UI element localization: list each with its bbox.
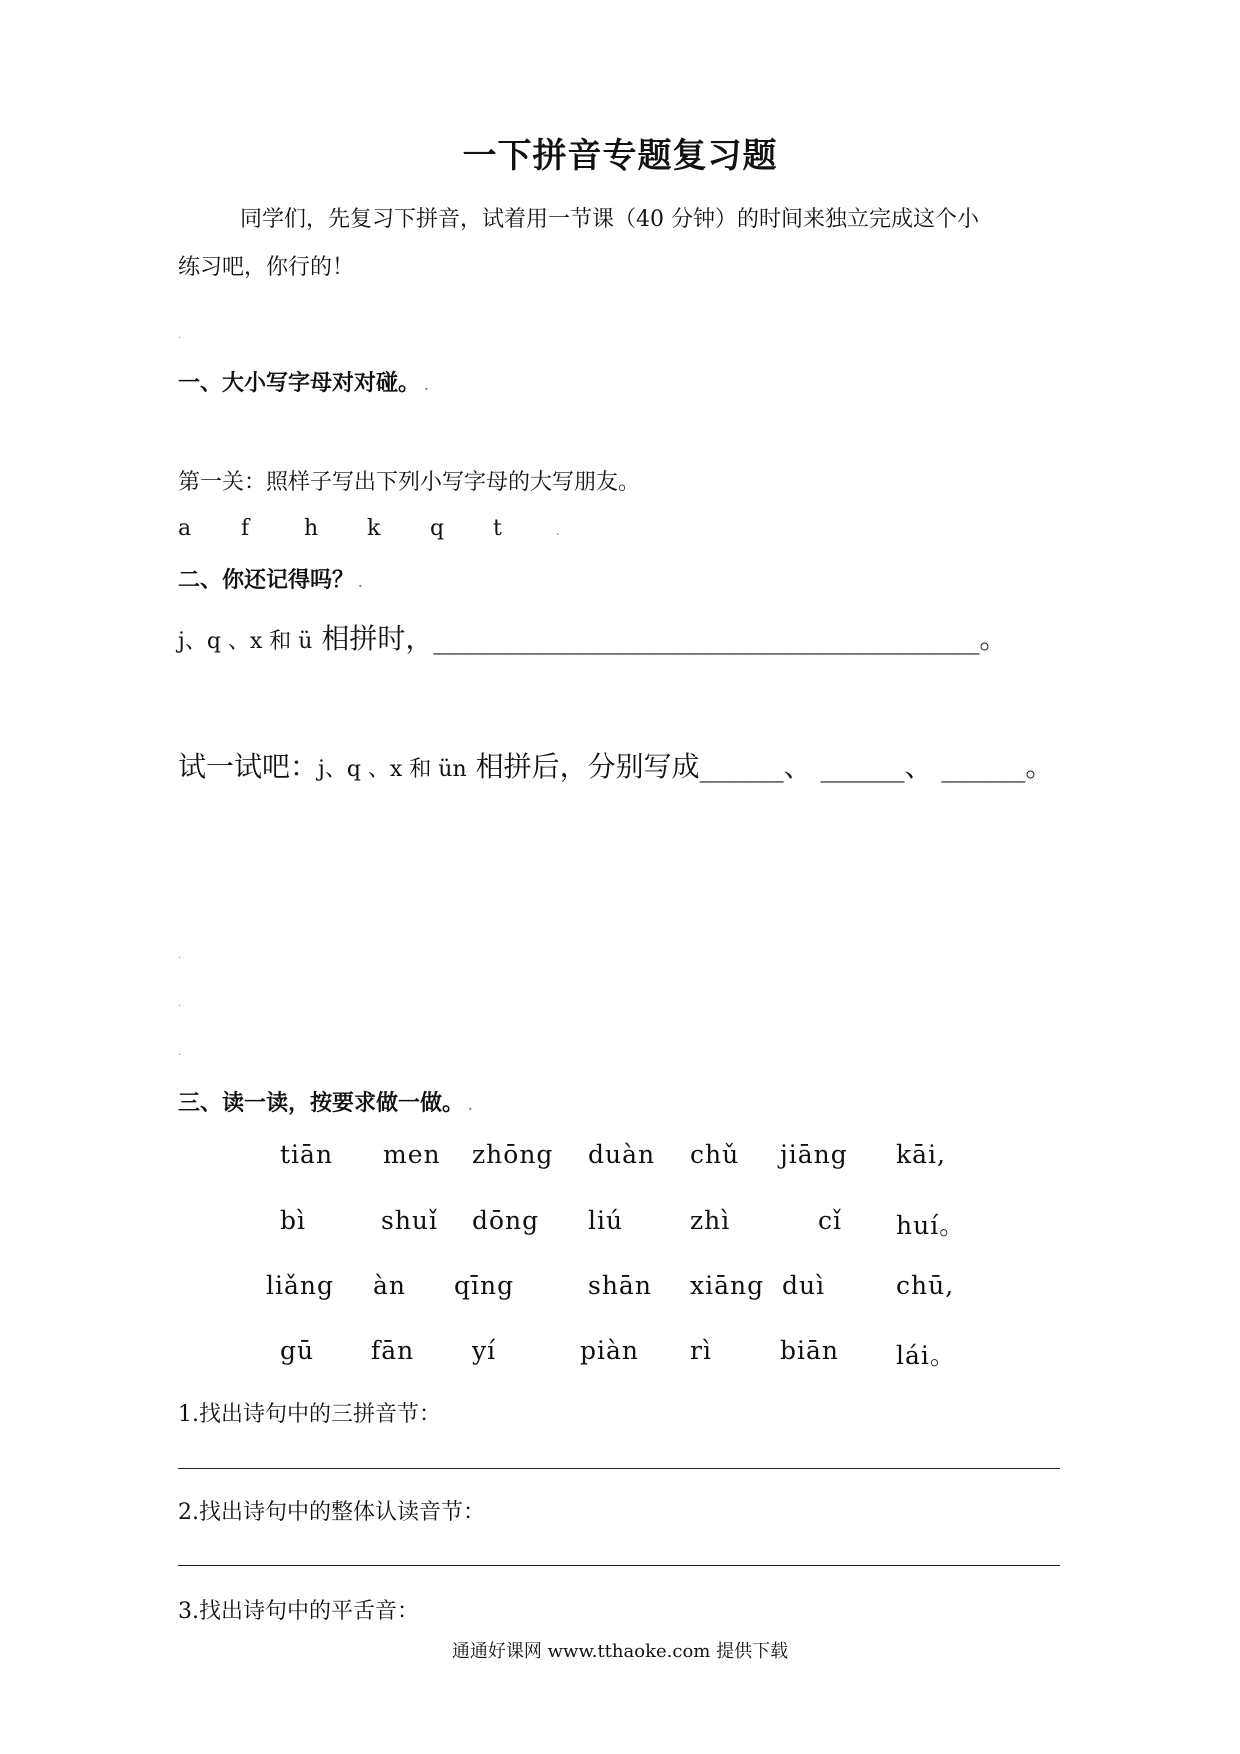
section1-task: 第一关：照样子写出下列小写字母的大写朋友。 xyxy=(178,470,641,495)
intro-line-2: 练习吧，你行的！ xyxy=(178,255,355,280)
pinyin-syllable: àn xyxy=(373,1271,407,1300)
section3-heading-text: 三、读一读，按要求做一做。 xyxy=(178,1090,465,1116)
pinyin-syllable: qīng xyxy=(454,1271,515,1300)
pinyin-syllable: huí。 xyxy=(896,1211,966,1240)
section2-heading xyxy=(178,563,362,594)
pinyin-syllable: bì xyxy=(280,1206,306,1235)
pinyin-syllable: duì xyxy=(782,1271,826,1300)
page-title: 一下拼音专题复习题 xyxy=(462,136,778,176)
section3-heading xyxy=(178,1086,472,1117)
q2-separator-2: 、 xyxy=(904,750,933,783)
letter-h: h xyxy=(304,516,319,541)
section2-heading-text: 二、你还记得吗？ xyxy=(178,567,355,593)
intro-line-1: 同学们，先复习下拼音，试着用一节课（40 分钟）的时间来独立完成这个小 xyxy=(240,207,979,232)
pinyin-syllable: cǐ xyxy=(818,1206,842,1235)
pinyin-syllable: xiāng xyxy=(690,1271,765,1300)
pinyin-syllable: shuǐ xyxy=(381,1206,439,1235)
pinyin-syllable: lái。 xyxy=(896,1341,956,1370)
poem-line-3 xyxy=(0,1271,1240,1311)
q2-blank-3[interactable]: ______ xyxy=(941,750,1026,783)
stray-mark: . xyxy=(178,950,182,961)
pinyin-syllable: kāi, xyxy=(896,1140,946,1169)
letter-a: a xyxy=(178,516,192,541)
stray-mark: . xyxy=(464,1099,473,1113)
pinyin-syllable: men xyxy=(383,1140,441,1169)
answer-line-1[interactable] xyxy=(178,1468,1060,1469)
stray-mark: . xyxy=(178,1047,182,1058)
stray-mark: . xyxy=(178,998,182,1009)
q2-prefix: 试一试吧： xyxy=(178,750,319,783)
question-1: 1.找出诗句中的三拼音节： xyxy=(178,1402,441,1427)
poem-line-4 xyxy=(0,1336,1240,1376)
section1-heading xyxy=(178,366,428,397)
q2-end: 。 xyxy=(1025,750,1054,783)
intro-paragraph xyxy=(178,196,1078,292)
poem-line-2 xyxy=(0,1206,1240,1246)
letter-f: f xyxy=(241,516,250,541)
stray-mark: . xyxy=(178,330,182,341)
pinyin-syllable: shān xyxy=(588,1271,652,1300)
pinyin-syllable: fān xyxy=(371,1336,415,1365)
q1-blank[interactable]: _______________________________________ xyxy=(433,622,980,655)
pinyin-syllable: tiān xyxy=(280,1140,334,1169)
pinyin-syllable: jiāng xyxy=(780,1140,848,1169)
lowercase-letters xyxy=(178,516,619,541)
pinyin-syllable: zhì xyxy=(690,1206,731,1235)
question-2: 2.找出诗句中的整体认读音节： xyxy=(178,1500,485,1525)
question-3: 3.找出诗句中的平舌音： xyxy=(178,1599,419,1624)
letter-t: t xyxy=(493,516,502,541)
footer: 通通好课网 www.tthaoke.com 提供下载 xyxy=(451,1641,789,1662)
pinyin-syllable: chǔ xyxy=(690,1140,740,1169)
pinyin-syllable: liú xyxy=(588,1206,624,1235)
q2-middle: 相拼后，分别写成 xyxy=(475,750,700,783)
q2-blank-1[interactable]: ______ xyxy=(699,750,784,783)
q2-blank-2[interactable]: ______ xyxy=(820,750,905,783)
pinyin-syllable: duàn xyxy=(588,1140,656,1169)
pinyin-syllable: gū xyxy=(280,1336,315,1365)
q2-separator-1: 、 xyxy=(783,750,812,783)
q1-end: 。 xyxy=(979,622,1008,655)
letter-q: q xyxy=(430,516,445,541)
q1-letters: j、q 、x 和 ü xyxy=(178,629,313,654)
letter-k: k xyxy=(367,516,381,541)
pinyin-syllable: biān xyxy=(780,1336,840,1365)
section2-question-1 xyxy=(178,617,1007,657)
q2-letters: j、q 、x 和 ün xyxy=(318,757,467,782)
pinyin-syllable: dōng xyxy=(472,1206,540,1235)
pinyin-syllable: rì xyxy=(690,1336,712,1365)
stray-mark: . xyxy=(354,576,363,590)
stray-mark: . xyxy=(556,524,560,538)
q1-text: 相拼时， xyxy=(321,622,434,655)
pinyin-syllable: piàn xyxy=(580,1336,640,1365)
answer-line-2[interactable] xyxy=(178,1565,1060,1566)
pinyin-syllable: yí xyxy=(472,1336,497,1365)
pinyin-syllable: liǎng xyxy=(266,1271,335,1300)
pinyin-syllable: chū, xyxy=(896,1271,955,1300)
poem-line-1 xyxy=(0,1140,1240,1180)
stray-mark: . xyxy=(420,379,429,393)
pinyin-syllable: zhōng xyxy=(472,1140,554,1169)
section2-question-2 xyxy=(178,745,1053,785)
section1-heading-text: 一、大小写字母对对碰。 xyxy=(178,370,421,396)
